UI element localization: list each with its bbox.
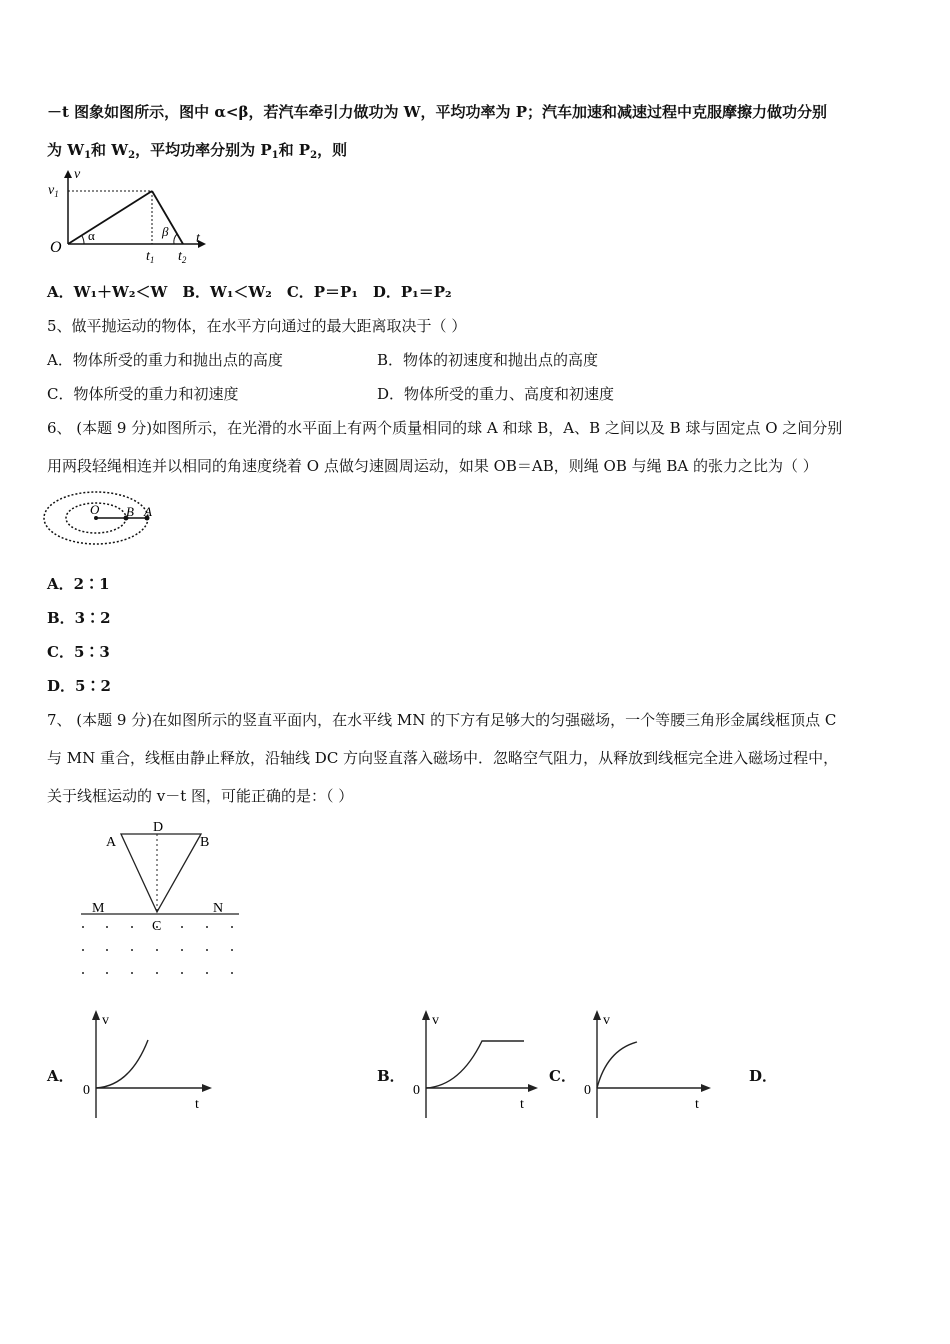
v-axis-arrow (593, 1010, 601, 1020)
q7-option-a-label: A． (47, 1067, 74, 1085)
q7-graph-c (581, 1008, 716, 1118)
beta-arc (174, 234, 177, 244)
label-a: A (106, 835, 117, 850)
v1-label: $v_1$ (48, 183, 59, 199)
q5-option-d: D．物体所受的重力、高度和初速度 (377, 385, 615, 403)
q7-option-b-label: B． (377, 1067, 405, 1085)
q7-option-d-label: D． (749, 1067, 778, 1085)
q5-option-a: A．物体所受的重力和抛出点的高度 (47, 351, 283, 369)
label-o: O (90, 502, 100, 517)
t-axis-arrow (202, 1084, 212, 1092)
label-b: B (126, 504, 134, 519)
q7-stem-line3: 关于线框运动的 v－t 图，可能正确的是：（ ） (47, 787, 354, 805)
v-label: v (102, 1013, 109, 1028)
v-axis-arrow (92, 1010, 100, 1020)
v-axis-arrow (64, 170, 72, 178)
label-m: M (92, 901, 105, 916)
q7-triangle-field-figure (76, 815, 246, 985)
origin-label: 0 (584, 1083, 591, 1098)
q7-option-c-label: C． (549, 1067, 576, 1085)
q4-vt-graph (40, 166, 220, 266)
q6-stem-line1: 6、 (本题 9 分)如图所示，在光滑的水平面上有两个质量相同的球 A 和球 B，A、B 之间以及 B 球与固定点 O 之间分别 (47, 419, 843, 437)
q7-stem-line2: 与 MN 重合，线框由静止释放，沿轴线 DC 方向竖直落入磁场中．忽略空气阻力，从释放到线框完全进入磁场过程中， (47, 749, 839, 767)
q6-stem-line2: 用两段轻绳相连并以相同的角速度绕着 O 点做匀速圆周运动，如果 OB＝AB，则绳 OB 与绳 BA 的张力之比为（ ） (47, 457, 818, 475)
q5-stem: 5、做平抛运动的物体，在水平方向通过的最大距离取决于（ ） (47, 317, 467, 335)
label-n: N (213, 901, 224, 916)
label-c: C (152, 919, 162, 934)
label-a: A (144, 504, 152, 519)
label-b: B (200, 835, 210, 850)
accel-line (68, 191, 152, 244)
q7-graph-b (410, 1008, 545, 1118)
origin-label: 0 (83, 1083, 90, 1098)
t-label: t (520, 1097, 524, 1112)
q4-stem-line2: 为 $W_1$和 $W_2$，平均功率分别为 $P_1$和 $P_2$，则 (47, 141, 348, 161)
v-label: v (603, 1013, 610, 1028)
label-d: D (153, 820, 164, 835)
q7-graph-a (80, 1008, 215, 1118)
beta-label: β (162, 224, 169, 239)
curve (426, 1041, 524, 1088)
q7-stem-line1: 7、 (本题 9 分)在如图所示的竖直平面内，在水平线 MN 的下方有足够大的匀强磁场，一个等腰三角形金属线框顶点 C (47, 711, 837, 729)
q4-options: A．W₁＋W₂＜W B．W₁＜W₂ C．P＝P₁ D．P₁＝P₂ (47, 283, 452, 301)
curve (96, 1040, 148, 1088)
q6-option-d: D．5∶2 (47, 677, 111, 695)
v-label: v (432, 1013, 439, 1028)
q6-option-b: B．3∶2 (47, 609, 111, 627)
v-axis-label: v (74, 167, 81, 182)
q6-option-c: C．5∶3 (47, 643, 110, 661)
q5-option-b: B．物体的初速度和抛出点的高度 (377, 351, 599, 369)
q6-circular-motion-figure (40, 488, 170, 550)
t-axis-arrow (701, 1084, 711, 1092)
alpha-arc (82, 236, 84, 244)
t2-label: $t_2$ (178, 249, 187, 265)
t-label: t (195, 1097, 199, 1112)
q5-option-c: C．物体所受的重力和初速度 (47, 385, 239, 403)
q6-option-a: A．2∶1 (47, 575, 110, 593)
q4-stem-line1: －t 图象如图所示，图中 α<β，若汽车牵引力做功为 W，平均功率为 P；汽车加速和减速过程中克服摩擦力做功分别 (47, 103, 828, 121)
t-label: t (695, 1097, 699, 1112)
origin-label: O (50, 239, 62, 256)
t-axis-label: t (196, 231, 200, 246)
alpha-label: α (88, 228, 95, 243)
triangle-frame (121, 834, 201, 912)
v-axis-arrow (422, 1010, 430, 1020)
origin-label: 0 (413, 1083, 420, 1098)
t1-label: $t_1$ (146, 249, 155, 265)
t-axis-arrow (528, 1084, 538, 1092)
curve (597, 1042, 637, 1088)
